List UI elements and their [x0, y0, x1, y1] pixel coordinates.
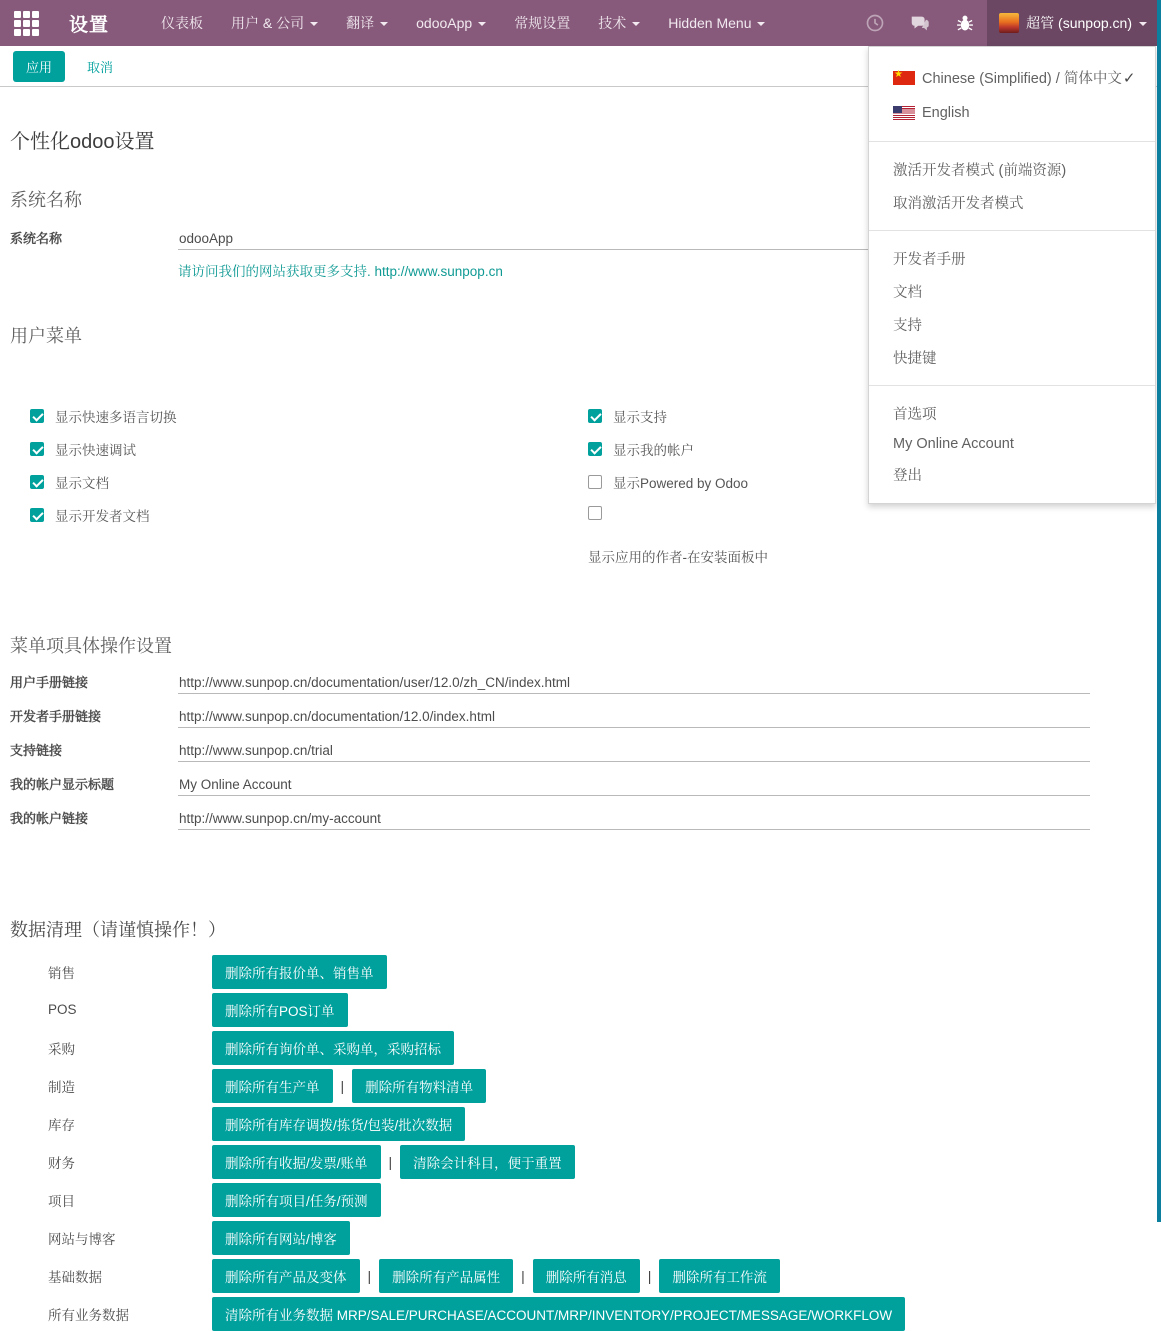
menu-divider	[869, 141, 1155, 142]
menu-item-logout[interactable]: 登出	[893, 468, 922, 484]
delete-production-orders-button[interactable]: 删除所有生产单	[212, 1069, 333, 1103]
delete-products-button[interactable]: 删除所有产品及变体	[212, 1259, 360, 1293]
nav-item-odooapp[interactable]: odooApp	[402, 0, 500, 46]
check-row-documentation: 显示文档	[30, 472, 588, 492]
system-name-help-text: 请访问我们的网站获取更多支持. http://www.sunpop.cn	[178, 264, 503, 279]
chevron-down-icon	[478, 22, 486, 26]
check-row-quick-debug: 显示快速调试	[30, 439, 588, 459]
checkbox-show-quick-lang-switch[interactable]	[30, 409, 44, 423]
clear-all-business-data-button[interactable]: 清除所有业务数据 MRP/SALE/PURCHASE/ACCOUNT/MRP/INVENTORY/PROJECT/MESSAGE/WORKFLOW	[212, 1297, 905, 1331]
section-heading-system-name: 系统名称	[10, 190, 82, 210]
delete-invoices-button[interactable]: 删除所有收据/发票/账单	[212, 1145, 381, 1179]
delete-messages-button[interactable]: 删除所有消息	[533, 1259, 640, 1293]
chevron-down-icon	[380, 22, 388, 26]
messages-chat-icon[interactable]	[897, 12, 943, 34]
apps-grid-icon[interactable]	[14, 11, 39, 36]
chevron-down-icon	[757, 22, 765, 26]
delete-inventory-data-button[interactable]: 删除所有库存调拨/拣货/包装/批次数据	[212, 1107, 465, 1141]
debug-bug-icon[interactable]	[943, 13, 987, 33]
button-separator: |	[367, 1267, 372, 1284]
selected-check-icon: ✓	[1122, 69, 1136, 87]
nav-item-dashboard[interactable]: 仪表板	[161, 15, 204, 31]
delete-pos-orders-button[interactable]: 删除所有POS订单	[212, 993, 348, 1027]
field-label-my-account-title: 我的帐户显示标题	[10, 777, 115, 792]
user-dropdown-menu	[868, 46, 1156, 504]
menu-item-activate-dev-mode-assets[interactable]: 激活开发者模式 (前端资源)	[893, 163, 1067, 179]
field-row	[10, 740, 1151, 762]
menu-divider	[869, 230, 1155, 231]
section-heading-user-menu: 用户菜单	[10, 326, 82, 346]
delete-purchase-orders-button[interactable]: 删除所有询价单、采购单，采购招标	[212, 1031, 454, 1065]
field-label-support-link: 支持链接	[10, 743, 63, 758]
nav-item-users-companies[interactable]: 用户 & 公司	[217, 0, 332, 46]
app-title: 设置	[69, 14, 110, 36]
my-account-link-input[interactable]: http://www.sunpop.cn/my-account	[178, 811, 1090, 830]
check-row-developer-doc: 显示开发者文档	[30, 505, 588, 525]
delete-workflows-button[interactable]: 删除所有工作流	[659, 1259, 780, 1293]
chevron-down-icon	[310, 22, 318, 26]
chevron-down-icon	[1139, 22, 1147, 26]
checkbox-show-developer-doc[interactable]	[30, 508, 44, 522]
menu-item-support[interactable]: 支持	[893, 318, 922, 334]
field-row	[10, 706, 1151, 728]
delete-websites-button[interactable]: 删除所有网站/博客	[212, 1221, 350, 1255]
checkbox-show-app-author[interactable]	[588, 506, 602, 520]
cleanup-row-pos: POS 删除所有POS订单	[48, 994, 1151, 1025]
cleanup-row-project: 项目 删除所有项目/任务/预测	[48, 1184, 1151, 1215]
button-separator: |	[647, 1267, 652, 1284]
cleanup-row-accounting: 财务 删除所有收据/发票/账单 | 清除会计科目，便于重置	[48, 1146, 1151, 1177]
delete-bom-button[interactable]: 删除所有物料清单	[352, 1069, 486, 1103]
section-heading-menu-actions: 菜单项具体操作设置	[10, 636, 172, 656]
cleanup-row-manufacturing: 制造 删除所有生产单 | 删除所有物料清单	[48, 1070, 1151, 1101]
user-menu-toggle[interactable]	[987, 0, 1161, 46]
language-group	[869, 53, 1155, 136]
app-author-note: 显示应用的作者-在安装面板中	[588, 550, 768, 565]
cleanup-rows	[10, 956, 1151, 1329]
top-nav	[0, 0, 1161, 46]
menu-item-shortcuts[interactable]: 快捷键	[893, 351, 937, 367]
page-title: 个性化odoo设置	[10, 131, 155, 153]
field-row	[10, 774, 1151, 796]
field-row	[10, 672, 1151, 694]
button-separator: |	[521, 1267, 525, 1284]
user-manual-link-input[interactable]: http://www.sunpop.cn/documentation/user/12.0/zh_CN/index.html	[178, 675, 1090, 694]
check-row-powered-by-odoo: 显示Powered by Odoo	[588, 472, 768, 492]
support-link-input[interactable]: http://www.sunpop.cn/trial	[178, 743, 1090, 762]
clear-chart-of-accounts-button[interactable]: 清除会计科目，便于重置	[400, 1145, 575, 1179]
check-row-my-account: 显示我的帐户	[588, 439, 768, 459]
menu-divider	[869, 385, 1155, 386]
section-heading-data-cleanup: 数据清理（请谨慎操作！）	[10, 920, 226, 940]
cleanup-row-purchase: 采购 删除所有询价单、采购单，采购招标	[48, 1032, 1151, 1063]
checkbox-show-support[interactable]	[588, 409, 602, 423]
chevron-down-icon	[632, 22, 640, 26]
cleanup-row-master-data: 基础数据 删除所有产品及变体 | 删除所有产品属性 | 删除所有消息 | 删除所有工作流	[48, 1260, 1151, 1291]
nav-right-icons	[853, 0, 1161, 46]
field-row	[10, 808, 1151, 830]
field-label-user-manual-link: 用户手册链接	[10, 675, 89, 690]
menu-item-preferences[interactable]: 首选项	[893, 407, 937, 423]
field-label-dev-manual-link: 开发者手册链接	[10, 709, 102, 724]
checkbox-show-quick-debug[interactable]	[30, 442, 44, 456]
nav-item-translations[interactable]: 翻译	[332, 0, 402, 46]
field-label-my-account-link: 我的帐户链接	[10, 811, 89, 826]
menu-item-documentation[interactable]: 文档	[893, 285, 922, 301]
button-separator: |	[340, 1077, 345, 1094]
nav-item-technical[interactable]: 技术	[584, 0, 654, 46]
cleanup-row-all-business-data: 所有业务数据 清除所有业务数据 MRP/SALE/PURCHASE/ACCOUNT/MRP/INVENTORY/PROJECT/MESSAGE/WORKFLOW	[48, 1298, 1151, 1329]
checkbox-show-documentation[interactable]	[30, 475, 44, 489]
menu-item-language-chinese[interactable]: ★ Chinese (Simplified) / 简体中文 ✓	[894, 68, 1136, 87]
nav-item-general-settings[interactable]: 常规设置	[514, 15, 571, 31]
cleanup-row-website-blog: 网站与博客 删除所有网站/博客	[48, 1222, 1151, 1253]
cancel-link[interactable]: 取消	[87, 59, 114, 75]
field-label-system-name: 系统名称	[10, 231, 63, 246]
activities-clock-icon[interactable]	[853, 13, 897, 33]
my-account-title-input[interactable]: My Online Account	[178, 777, 1090, 796]
menu-item-deactivate-dev-mode[interactable]: 取消激活开发者模式	[893, 196, 1024, 212]
delete-product-attributes-button[interactable]: 删除所有产品属性	[379, 1259, 513, 1293]
apply-button[interactable]: 应用	[13, 51, 65, 82]
nav-item-hidden-menu[interactable]: Hidden Menu	[654, 0, 779, 46]
menu-item-developer-manual[interactable]: 开发者手册	[893, 252, 966, 268]
check-row-quick-lang-switch: 显示快速多语言切换	[30, 406, 588, 426]
delete-sales-orders-button[interactable]: 删除所有报价单、销售单	[212, 955, 387, 989]
cleanup-row-inventory: 库存 删除所有库存调拨/拣货/包装/批次数据	[48, 1108, 1151, 1139]
china-flag-icon: ★	[893, 71, 915, 85]
dev-manual-link-input[interactable]: http://www.sunpop.cn/documentation/12.0/index.html	[178, 709, 1090, 728]
menu-item-my-online-account[interactable]: My Online Account	[893, 436, 1014, 452]
us-flag-icon	[893, 106, 915, 120]
user-avatar	[999, 13, 1019, 33]
system-name-input[interactable]: odooApp	[178, 231, 1090, 250]
user-name: 超管 (sunpop.cn)	[1026, 15, 1132, 31]
check-row-support: 显示支持	[588, 406, 768, 426]
check-row-app-author	[588, 505, 768, 520]
button-separator: |	[388, 1153, 393, 1170]
menu-item-language-english[interactable]: English	[869, 97, 1155, 130]
checkbox-show-powered-by-odoo[interactable]	[588, 475, 602, 489]
delete-projects-button[interactable]: 删除所有项目/任务/预测	[212, 1183, 381, 1217]
cleanup-row-sales: 销售 删除所有报价单、销售单	[48, 956, 1151, 987]
window-right-edge	[1157, 0, 1161, 1222]
checkbox-show-my-account[interactable]	[588, 442, 602, 456]
